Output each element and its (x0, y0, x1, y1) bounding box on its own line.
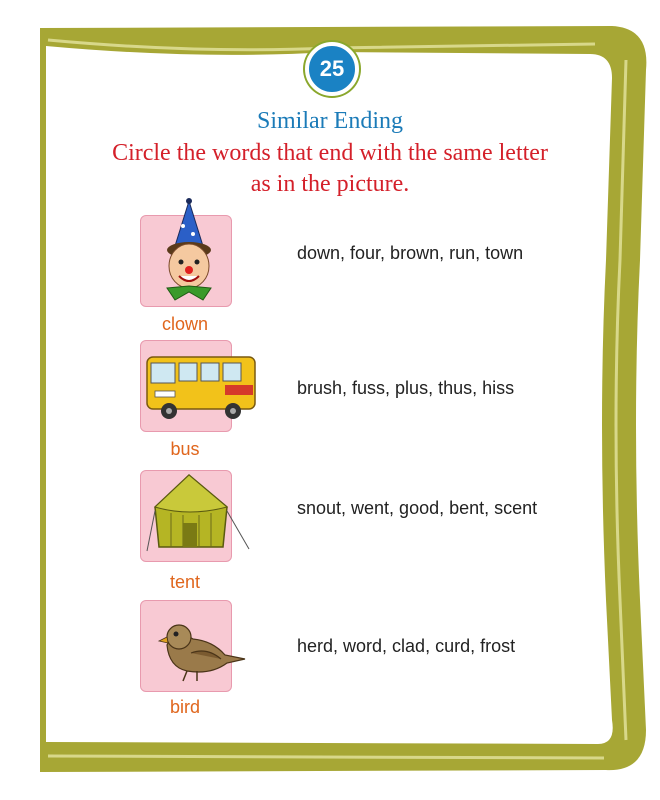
picture-label-clown: clown (161, 314, 209, 334)
exercise-instruction: Circle the words that end with the same letter as in the picture. (112, 140, 548, 197)
word-list-clown[interactable]: down, four, brown, run, town (297, 243, 524, 263)
picture-label-bus: bus (170, 439, 200, 459)
picture-box-bird (140, 600, 232, 692)
bird-icon (141, 601, 231, 691)
word-list-bus[interactable]: brush, fuss, plus, thus, hiss (297, 378, 515, 398)
bus-icon (141, 341, 231, 431)
clown-icon (141, 216, 231, 306)
exercise-title: Similar Ending (257, 108, 403, 134)
picture-label-bird: bird (169, 697, 200, 717)
word-list-bird[interactable]: herd, word, clad, curd, frost (297, 636, 516, 656)
picture-box-bus (140, 340, 232, 432)
picture-box-tent (140, 470, 232, 562)
picture-box-clown (140, 215, 232, 307)
picture-label-tent: tent (169, 572, 201, 592)
tent-icon (141, 471, 231, 561)
word-list-tent[interactable]: snout, went, good, bent, scent (297, 498, 538, 518)
page-number-badge: 25 (305, 42, 359, 96)
